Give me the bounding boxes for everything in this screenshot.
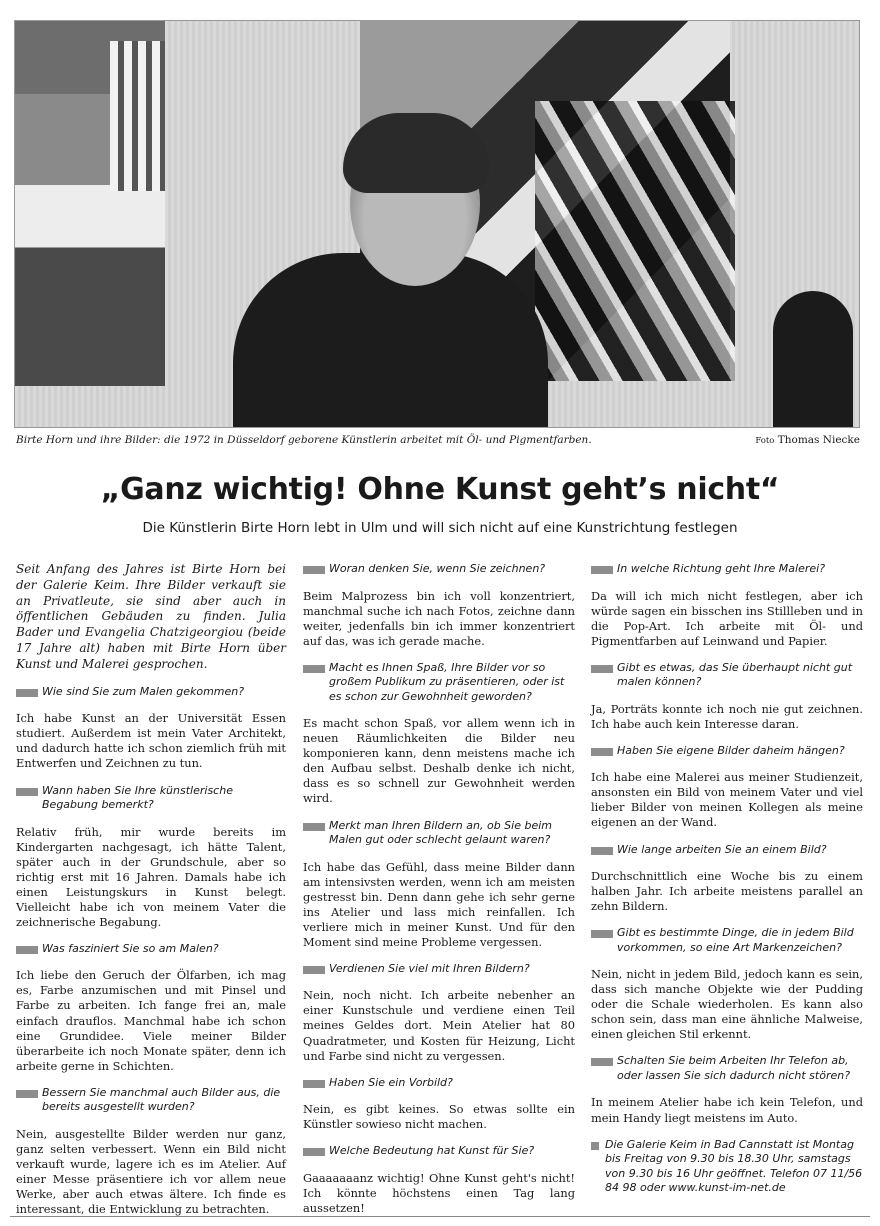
question: Woran denken Sie, wenn Sie zeichnen?: [303, 562, 575, 577]
credit-prefix: Foto: [755, 436, 775, 446]
answer: Ich liebe den Geruch der Ölfarben, ich mag es, Farbe anzumischen und mit Pinsel und Farbe zu arbeiten. Ich fange frei an, male einfach drauflos. Manchmal habe ich schon eine Grundidee. Viele meiner Bilder überarbeite ich noch Monate später, denn ich arbeite gerne in Schichten.: [16, 968, 286, 1073]
photo-caption: [16, 434, 860, 446]
caption-text: Birte Horn und ihre Bilder: die 1972 in Düsseldorf geborene Künstlerin arbeitet mit Öl- und Pigmentfarben.: [16, 434, 592, 446]
answer: Durchschnittlich eine Woche bis zu einem halben Jahr. Ich arbeite meistens parallel an zehn Bildern.: [591, 869, 863, 914]
answer: In meinem Atelier habe ich kein Telefon, und mein Handy liegt meistens im Auto.: [591, 1095, 863, 1125]
column-2: [303, 562, 575, 1226]
answer: Es macht schon Spaß, vor allem wenn ich in neuen Räumlichkeiten die Bilder neu komponieren kann, denn meistens mache ich den Aufbau selbst. Deshalb denke ich nicht, dass es so schnell zur Gewohnheit werden wird.: [303, 716, 575, 806]
subheadline: Die Künstlerin Birte Horn lebt in Ulm und will sich nicht auf eine Kunstrichtung festlegen: [142, 520, 738, 536]
answer: Nein, ausgestellte Bilder werden nur ganz, ganz selten verbessert. Wenn ein Bild nicht verkauft wurde, lagere ich es im Atelier. Auf einer Messe präsentiere ich vor allem neue Werke, aber auch etwas ältere. Ich finde es interessant, die Entwicklung zu betrachten.: [16, 1126, 286, 1216]
answer: Ich habe eine Malerei aus meiner Studienzeit, ansonsten ein Bild von meinem Vater und viel lieber Bilder von meinen Kollegen als meine eigenen an der Wand.: [591, 770, 863, 830]
answer: Gaaaaaaanz wichtig! Ohne Kunst geht's nicht! Ich könnte höchstens einen Tag lang aussetzen!: [303, 1170, 575, 1215]
column-3: [591, 562, 863, 1196]
answer: Nein, nicht in jedem Bild, jedoch kann es sein, dass sich manche Objekte wie der Pudding oder die Schale wiederholen. Es kann also schon sein, dass man eine ähnliche Malweise, einen gleichen Stil erkennt.: [591, 967, 863, 1042]
answer: Ich habe Kunst an der Universität Essen studiert. Außerdem ist mein Vater Architekt, und dadurch hatte ich schon ziemlich früh mit Entwerfen und Zeichnen zu tun.: [16, 711, 286, 771]
question: Was fasziniert Sie so am Malen?: [16, 942, 286, 957]
answer: Nein, es gibt keines. So etwas sollte ein Künstler sowieso nicht machen.: [303, 1102, 575, 1132]
question: Macht es Ihnen Spaß, Ihre Bilder vor so großem Publikum zu präsentieren, oder ist es schon zur Gewohnheit geworden?: [303, 661, 575, 705]
column-1: [16, 562, 286, 1226]
answer: Ja, Porträts konnte ich noch nie gut zeichnen. Ich habe auch kein Interesse daran.: [591, 701, 863, 731]
answer: Relativ früh, mir wurde bereits im Kindergarten nachgesagt, ich hätte Talent, später auch in der Grundschule, aber so richtig erst mit 16 Jahren. Damals habe ich einen Leistungskurs in Kunst belegt. Vielleicht habe ich von meinem Vater die zeichnerische Begabung.: [16, 824, 286, 929]
question: Wie sind Sie zum Malen gekommen?: [16, 685, 286, 700]
answer: Beim Malprozess bin ich voll konzentriert, manchmal suche ich nach Fotos, zeichne dann weiter, jedenfalls bin ich immer konzentriert auf das, was ich gerade mache.: [303, 588, 575, 648]
question: Schalten Sie beim Arbeiten Ihr Telefon ab, oder lassen Sie sich dadurch nicht stören?: [591, 1054, 863, 1083]
question: Haben Sie eigene Bilder daheim hängen?: [591, 744, 863, 759]
article-photo: [14, 20, 860, 428]
question: Gibt es bestimmte Dinge, die in jedem Bild vorkommen, so eine Art Markenzeichen?: [591, 926, 863, 955]
answer: Da will ich mich nicht festlegen, aber ich würde sagen ein bisschen ins Stillleben und in die Pop-Art. Ich arbeite mit Öl- und Pigmentfarben auf Leinwand und Papier.: [591, 588, 863, 648]
question: Haben Sie ein Vorbild?: [303, 1076, 575, 1091]
question: In welche Richtung geht Ihre Malerei?: [591, 562, 863, 577]
answer: Nein, noch nicht. Ich arbeite nebenher an einer Kunstschule und verdiene einen Teil meines Geldes dort. Mein Atelier hat 80 Quadratmeter, und Kosten für Heizung, Licht und Farbe sind nicht zu vergessen.: [303, 988, 575, 1063]
gallery-info-box: Die Galerie Keim in Bad Cannstatt ist Montag bis Freitag von 9.30 bis 18.30 Uhr, samstags von 9.30 bis 16 Uhr geöffnet. Telefon 07 11/56 84 98 oder www.kunst-im-net.de: [591, 1138, 863, 1196]
question: Merkt man Ihren Bildern an, ob Sie beim Malen gut oder schlecht gelaunt waren?: [303, 819, 575, 848]
question: Wann haben Sie Ihre künstlerische Begabung bemerkt?: [16, 784, 286, 813]
headline: „Ganz wichtig! Ohne Kunst geht’s nicht“: [100, 472, 780, 507]
question: Gibt es etwas, das Sie überhaupt nicht gut malen können?: [591, 661, 863, 690]
question: Wie lange arbeiten Sie an einem Bild?: [591, 843, 863, 858]
intro-paragraph: Seit Anfang des Jahres ist Birte Horn bei der Galerie Keim. Ihre Bilder verkauft sie an Privatleute, sie sind aber auch in öffentlichen Gebäuden zu finden. Julia Bader und Evangelia Chatzigeorgiou (beide 17 Jahre alt) haben mit Birte Horn über Kunst und Malerei gesprochen.: [16, 562, 286, 671]
question: Verdienen Sie viel mit Ihren Bildern?: [303, 962, 575, 977]
photo-credit: [755, 434, 860, 446]
credit-name: Thomas Niecke: [777, 434, 860, 446]
bottom-rule: [10, 1216, 870, 1217]
question: Bessern Sie manchmal auch Bilder aus, die bereits ausgestellt wurden?: [16, 1086, 286, 1115]
question: Welche Bedeutung hat Kunst für Sie?: [303, 1144, 575, 1159]
answer: Ich habe das Gefühl, dass meine Bilder dann am intensivsten werden, wenn ich am meisten gestresst bin. Denn dann gehe ich sehr gerne ins Atelier und lass mich reinfallen. Ich verliere mich in meiner Kunst. Und für den Moment sind meine Probleme vergessen.: [303, 859, 575, 949]
